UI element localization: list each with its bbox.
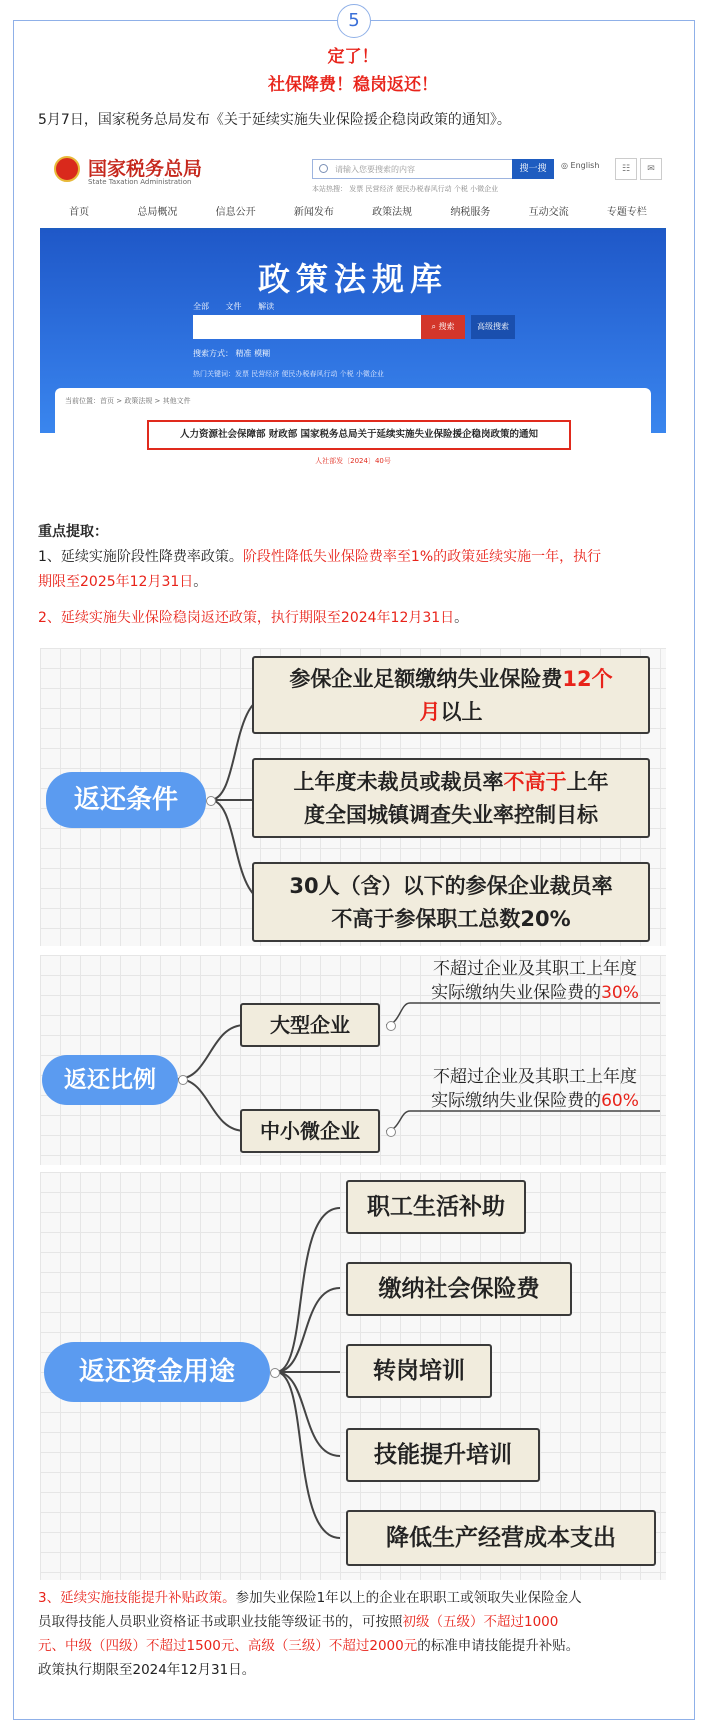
- condition-3-b: 不高于参保职工总数20%: [331, 907, 571, 931]
- wechat-icon[interactable]: ☷: [615, 158, 637, 180]
- condition-1-c: 月: [419, 700, 441, 724]
- condition-2-a: 上年度未裁员或裁员率: [293, 770, 504, 794]
- use-item-4: 技能提升培训: [346, 1428, 540, 1482]
- intro-text: 5月7日，国家税务总局发布《关于延续实施失业保险援企稳岗政策的通知》。: [38, 112, 511, 128]
- collapse-toggle-icon[interactable]: [178, 1075, 188, 1085]
- site-search-button[interactable]: 搜一搜: [512, 159, 554, 179]
- condition-2: [252, 758, 650, 838]
- large-note-pct: 30%: [601, 983, 639, 1003]
- use-item-1: 职工生活补助: [346, 1180, 526, 1234]
- nav-item-news[interactable]: 新闻发布: [293, 207, 334, 218]
- use-item-3: 转岗培训: [346, 1344, 492, 1398]
- point-3-e: 元、中级（四级）不超过1500元、高级（三级）不超过2000元: [38, 1638, 418, 1654]
- conditions-root: 返还条件: [46, 772, 206, 828]
- point-3-g: 政策执行期限至2024年12月31日。: [38, 1662, 256, 1678]
- point-3-b: 参加失业保险1年以上的企业在职职工或领取失业保险金人: [235, 1590, 582, 1606]
- banner-tab-interpret[interactable]: 解读: [258, 302, 275, 311]
- search-icon: [319, 164, 328, 173]
- advanced-search-button[interactable]: 高级搜索: [471, 315, 515, 339]
- hot-keywords: 热门关键词：发票 民营经济 便民办税春风行动 个税 小微企业: [193, 370, 384, 378]
- condition-2-b: 不高于: [503, 770, 567, 794]
- point-1-end: 。: [193, 574, 208, 590]
- use-item-5: 降低生产经营成本支出: [346, 1510, 656, 1566]
- collapse-toggle-icon[interactable]: [386, 1127, 396, 1137]
- tax-site-screenshot: [40, 148, 666, 511]
- sme-note-b: 实际缴纳失业保险费的: [431, 1091, 602, 1111]
- title-line-1: 定了！: [327, 47, 379, 67]
- banner-search-button[interactable]: ⌕ 搜索: [421, 315, 465, 339]
- mindmap-ratio: [40, 955, 666, 1165]
- site-header: [40, 148, 666, 200]
- condition-1-d: 以上: [440, 700, 483, 724]
- document-title[interactable]: 人力资源社会保障部 财政部 国家税务总局关于延续实施失业保险援企稳岗政策的通知: [147, 420, 571, 450]
- use-item-2: 缴纳社会保险费: [346, 1262, 572, 1316]
- collapse-toggle-icon[interactable]: [206, 796, 216, 806]
- fund-use-root: 返还资金用途: [44, 1342, 270, 1402]
- mindmap-conditions: [40, 648, 666, 946]
- section-number-badge: 5: [337, 4, 371, 38]
- point-3: [38, 1586, 668, 1682]
- condition-3: [252, 862, 650, 942]
- sme-enterprise: 中小微企业: [240, 1109, 380, 1153]
- point-1-detail: 阶段性降低失业保险费率至1%的政策延续实施一年，执行: [242, 549, 602, 565]
- site-brand: 国家税务总局: [88, 158, 203, 180]
- site-brand-en: State Taxation Administration: [88, 178, 192, 186]
- condition-2-d: 度全国城镇调查失业率控制目标: [304, 803, 598, 827]
- condition-1-b: 12个: [562, 667, 613, 691]
- banner-tab-all[interactable]: 全部: [193, 302, 209, 311]
- mail-icon[interactable]: ✉: [640, 158, 662, 180]
- title-line-2: 社保降费！稳岗返还！: [268, 75, 438, 95]
- point-1-lead: 1、延续实施阶段性降费率政策。: [38, 549, 243, 565]
- nav-item-home[interactable]: 首页: [69, 207, 90, 218]
- condition-1: [252, 656, 650, 734]
- banner-title: 政策法规库: [257, 260, 448, 298]
- nav-item-policy[interactable]: 政策法规: [372, 207, 413, 218]
- banner-search-input[interactable]: [193, 315, 421, 339]
- point-3-c: 员取得技能人员职业资格证书或职业技能等级证书的，可按照: [38, 1614, 403, 1630]
- banner-search-label: 搜索: [438, 322, 455, 331]
- breadcrumb: 当前位置：首页 > 政策法规 > 其他文件: [65, 397, 191, 405]
- search-mode: 搜索方式： 精准 模糊: [193, 349, 271, 358]
- nav-item-interaction[interactable]: 互动交流: [528, 207, 569, 218]
- extract-heading: 重点提取：: [38, 524, 108, 540]
- sme-note-pct: 60%: [601, 1091, 639, 1111]
- condition-2-c: 上年: [566, 770, 609, 794]
- mindmap-fund-use: [40, 1172, 666, 1580]
- large-enterprise: 大型企业: [240, 1003, 380, 1047]
- point-3-lead: 3、延续实施技能提升补贴政策。: [38, 1590, 236, 1606]
- point-1-deadline: 期限至2025年12月31日: [38, 574, 194, 590]
- sme-note-a: 不超过企业及其职工上年度: [433, 1067, 637, 1087]
- ratio-root: 返还比例: [42, 1055, 178, 1105]
- nav-item-service[interactable]: 纳税服务: [450, 207, 491, 218]
- large-note-a: 不超过企业及其职工上年度: [433, 959, 637, 979]
- banner-tabs: [193, 301, 288, 312]
- condition-3-a: 30人（含）以下的参保企业裁员率: [289, 874, 613, 898]
- point-1: [38, 545, 668, 595]
- nav-item-topics[interactable]: 专题专栏: [606, 207, 647, 218]
- site-search-placeholder: 请输入您要搜索的内容: [335, 165, 415, 174]
- point-2-end: 。: [454, 610, 469, 626]
- collapse-toggle-icon[interactable]: [270, 1368, 280, 1378]
- banner-tab-files[interactable]: 文件: [225, 302, 242, 311]
- point-3-f: 的标准申请技能提升补贴。: [417, 1638, 580, 1654]
- nav-item-overview[interactable]: 总局概况: [137, 207, 178, 218]
- site-nav: [40, 200, 666, 230]
- point-2: [38, 606, 468, 631]
- large-ratio-note: [412, 957, 658, 1005]
- collapse-toggle-icon[interactable]: [386, 1021, 396, 1031]
- sme-ratio-note: [412, 1065, 658, 1113]
- nav-item-info[interactable]: 信息公开: [215, 207, 256, 218]
- document-number: 人社部发〔2024〕40号: [315, 457, 391, 465]
- site-hot-search: 本站热搜： 发票 民营经济 便民办税春风行动 个税 小微企业: [312, 185, 499, 193]
- document-card: [55, 388, 651, 511]
- english-link[interactable]: ◎ English: [561, 161, 600, 170]
- large-note-b: 实际缴纳失业保险费的: [431, 983, 602, 1003]
- english-label: English: [570, 161, 600, 170]
- point-3-d: 初级（五级）不超过1000: [402, 1614, 559, 1630]
- national-emblem-icon: [54, 156, 80, 182]
- point-2-text: 2、延续实施失业保险稳岗返还政策，执行期限至2024年12月31日: [38, 610, 455, 626]
- condition-1-a: 参保企业足额缴纳失业保险费: [289, 667, 563, 691]
